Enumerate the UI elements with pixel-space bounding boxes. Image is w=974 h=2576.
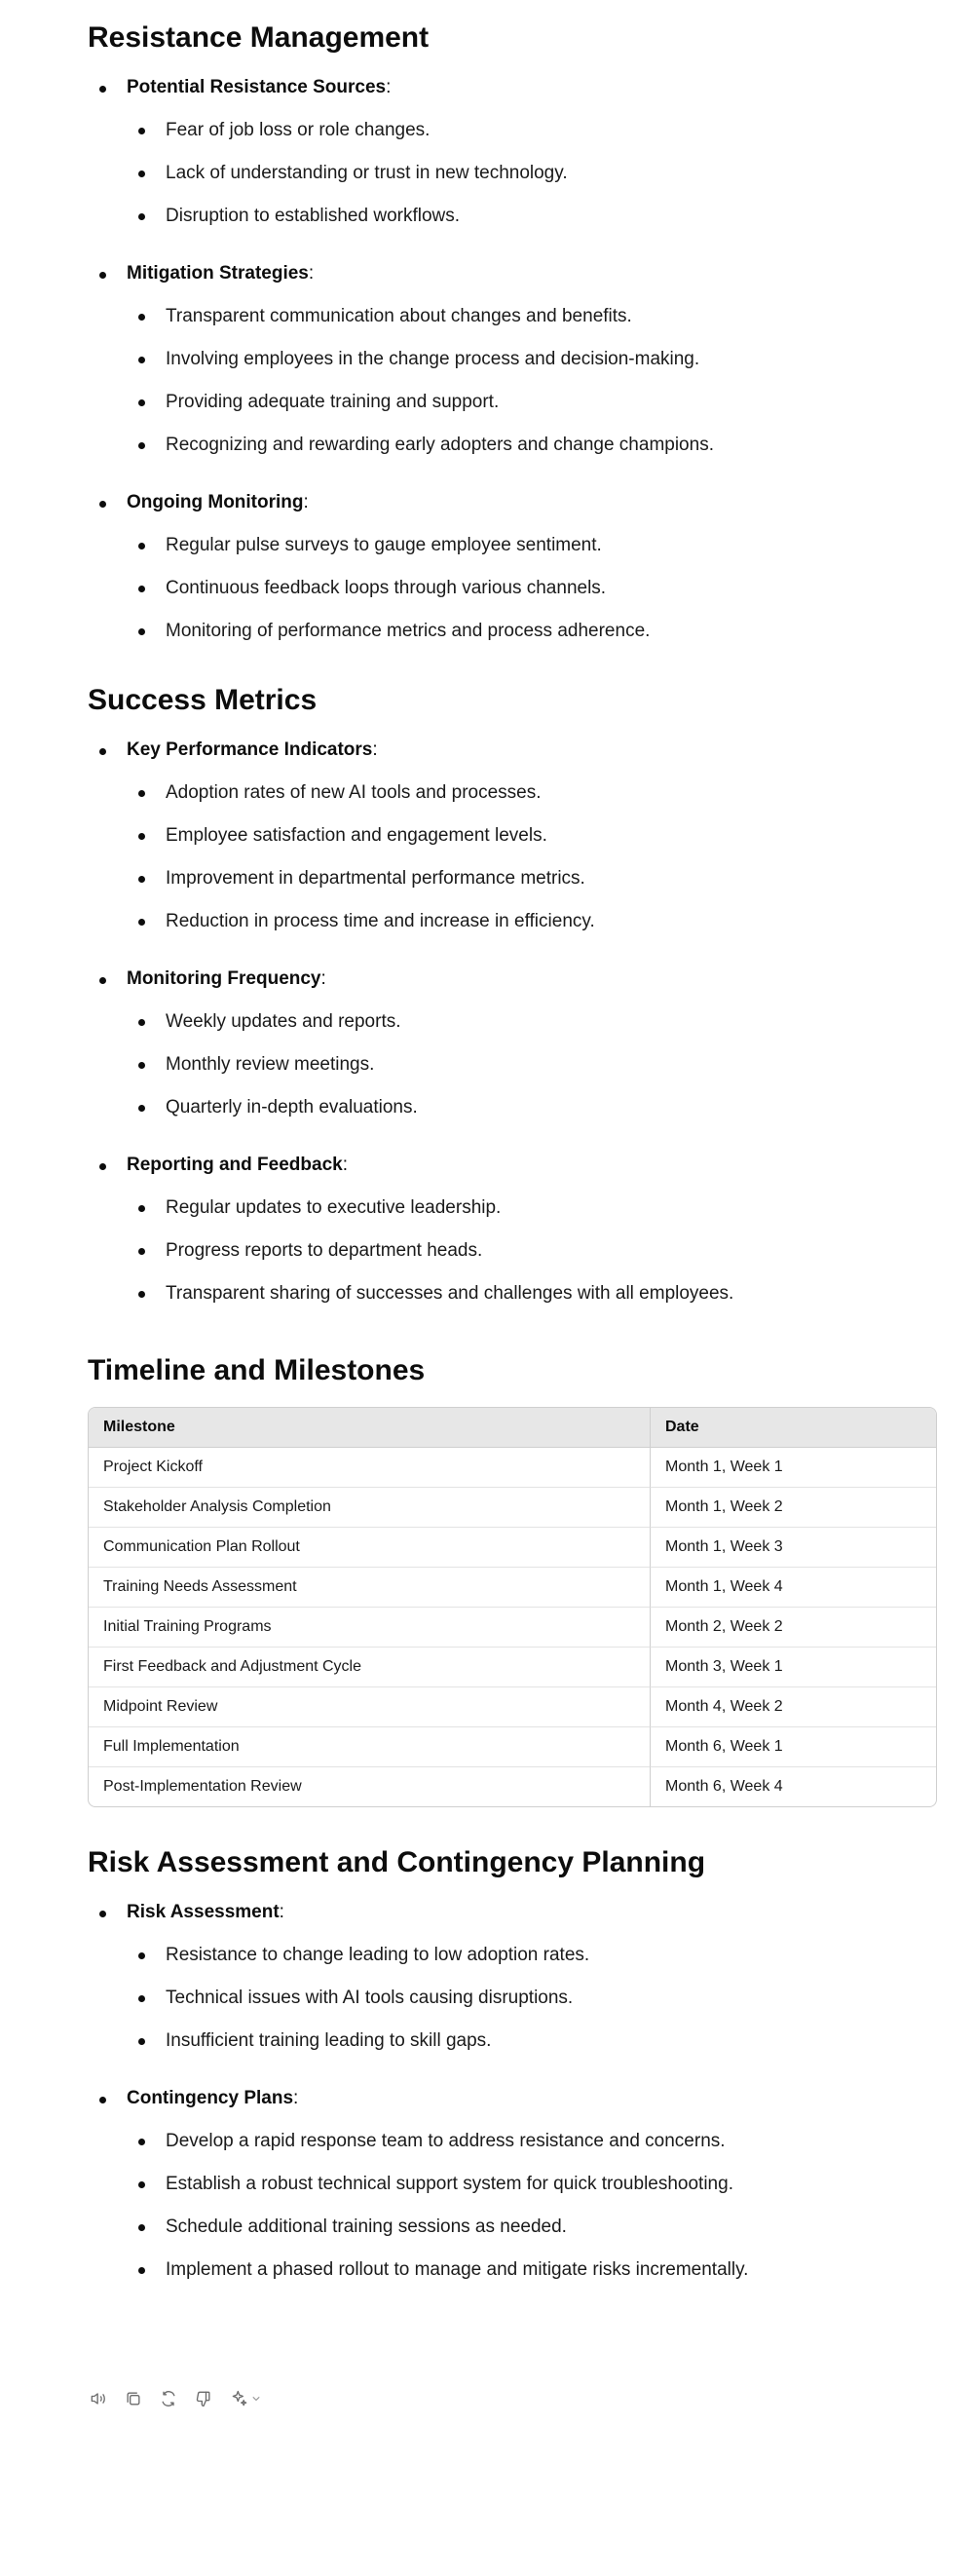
group-item: Risk Assessment: Resistance to change leading to low adoption rates. Technical issues with AI tools causing disruptions. Insufficient training leading to skill gaps. xyxy=(88,1891,935,2063)
list-item: Lack of understanding or trust in new technology. xyxy=(127,152,935,195)
group-sublist xyxy=(127,772,935,943)
group-item: Contingency Plans: Develop a rapid response team to address resistance and concerns. Establish a robust technical support system for quick troubleshooting. Schedule additional training sessions as needed. Implement a phased rollout to manage and mitigate risks incrementally. xyxy=(88,2077,935,2292)
milestone-cell: Communication Plan Rollout xyxy=(89,1528,651,1568)
group-item: Reporting and Feedback: Regular updates to executive leadership. Progress reports to department heads. Transparent sharing of successes and challenges with all employees. xyxy=(88,1144,935,1315)
list-item: Schedule additional training sessions as needed. xyxy=(127,2206,935,2249)
milestone-cell: Post-Implementation Review xyxy=(89,1767,651,1806)
thumbs-down-icon xyxy=(194,2389,213,2408)
group-item: Mitigation Strategies: Transparent communication about changes and benefits. Involving employees in the change process and decision-making. Providing adequate training and support. Recognizing and rewarding early adopters and change champions. xyxy=(88,252,935,467)
date-cell: Month 2, Week 2 xyxy=(651,1608,936,1648)
milestone-cell: Midpoint Review xyxy=(89,1687,651,1727)
table-row xyxy=(89,1528,936,1568)
copy-icon xyxy=(124,2389,143,2408)
section-heading: Success Metrics xyxy=(88,684,318,716)
date-cell: Month 1, Week 2 xyxy=(651,1488,936,1528)
table-row xyxy=(89,1568,936,1608)
table-header-row xyxy=(89,1408,936,1448)
date-cell: Month 6, Week 1 xyxy=(651,1727,936,1767)
list-item: Reduction in process time and increase in efficiency. xyxy=(127,900,935,943)
table-row xyxy=(89,1448,936,1488)
list-item: Weekly updates and reports. xyxy=(127,1001,935,1043)
list-item: Technical issues with AI tools causing disruptions. xyxy=(127,1977,935,2020)
regenerate-icon xyxy=(159,2389,178,2408)
list-item: Implement a phased rollout to manage and mitigate risks incrementally. xyxy=(127,2249,935,2292)
group-item: Key Performance Indicators: Adoption rates of new AI tools and processes. Employee satisfaction and engagement levels. Improvement in departmental performance metrics. Reduction in process time and increase in efficiency. xyxy=(88,729,935,943)
list-item: Recognizing and rewarding early adopters and change champions. xyxy=(127,424,935,467)
list-item: Providing adequate training and support. xyxy=(127,381,935,424)
thumbs-down-button[interactable] xyxy=(189,2384,218,2413)
group-sublist xyxy=(127,524,935,653)
list-item: Involving employees in the change process and decision-making. xyxy=(127,338,935,381)
regenerate-button[interactable] xyxy=(154,2384,183,2413)
list-item: Regular updates to executive leadership. xyxy=(127,1187,935,1230)
list-item: Transparent sharing of successes and challenges with all employees. xyxy=(127,1272,935,1315)
list-item: Transparent communication about changes and benefits. xyxy=(127,295,935,338)
list-item: Insufficient training leading to skill gaps. xyxy=(127,2020,935,2063)
group-sublist xyxy=(127,2120,935,2292)
section-timeline xyxy=(88,1350,935,1807)
group-sublist xyxy=(127,295,935,467)
group-label: Mitigation Strategies xyxy=(127,263,309,284)
list-item: Employee satisfaction and engagement levels. xyxy=(127,814,935,857)
table-row xyxy=(89,1488,936,1528)
table-row xyxy=(89,1648,936,1687)
group-sublist xyxy=(127,1001,935,1129)
list-item: Fear of job loss or role changes. xyxy=(127,109,935,152)
group-label: Contingency Plans xyxy=(127,2088,294,2108)
group-label: Reporting and Feedback xyxy=(127,1155,343,1175)
metrics-groups xyxy=(88,729,935,1315)
section-heading: Timeline and Milestones xyxy=(88,1354,426,1386)
risk-groups xyxy=(88,1891,935,2292)
milestone-cell: Full Implementation xyxy=(89,1727,651,1767)
group-sublist xyxy=(127,1934,935,2063)
date-cell: Month 4, Week 2 xyxy=(651,1687,936,1727)
list-item: Develop a rapid response team to address resistance and concerns. xyxy=(127,2120,935,2163)
list-item: Establish a robust technical support system for quick troubleshooting. xyxy=(127,2163,935,2206)
section-heading: Resistance Management xyxy=(88,21,430,54)
date-cell: Month 6, Week 4 xyxy=(665,1778,783,1795)
list-item: Disruption to established workflows. xyxy=(127,195,935,238)
model-switch-icon xyxy=(230,2389,249,2408)
milestone-table xyxy=(88,1407,937,1807)
copy-button[interactable] xyxy=(119,2384,148,2413)
column-header-date: Date xyxy=(651,1408,936,1448)
table-row xyxy=(89,1608,936,1648)
date-cell: Month 3, Week 1 xyxy=(651,1648,936,1687)
group-label: Ongoing Monitoring xyxy=(127,492,304,512)
list-item: Progress reports to department heads. xyxy=(127,1230,935,1272)
date-cell: Month 1, Week 4 xyxy=(651,1568,936,1608)
column-header-milestone: Milestone xyxy=(89,1408,651,1448)
read-aloud-icon xyxy=(89,2389,108,2408)
list-item: Regular pulse surveys to gauge employee sentiment. xyxy=(127,524,935,567)
model-switch-button[interactable] xyxy=(224,2384,267,2413)
milestone-cell: Initial Training Programs xyxy=(89,1608,651,1648)
read-aloud-button[interactable] xyxy=(84,2384,113,2413)
group-item: Ongoing Monitoring: Regular pulse surveys to gauge employee sentiment. Continuous feedback loops through various channels. Monitoring of performance metrics and process adherence. xyxy=(88,481,935,653)
group-item: Potential Resistance Sources: Fear of job loss or role changes. Lack of understanding or trust in new technology. Disruption to established workflows. xyxy=(88,66,935,238)
table-row xyxy=(89,1727,936,1767)
milestone-cell: Stakeholder Analysis Completion xyxy=(89,1488,651,1528)
group-item: Monitoring Frequency: Weekly updates and reports. Monthly review meetings. Quarterly in-depth evaluations. xyxy=(88,958,935,1129)
list-item: Monitoring of performance metrics and process adherence. xyxy=(127,610,935,653)
section-resistance-management xyxy=(88,18,935,653)
milestone-cell: Training Needs Assessment xyxy=(89,1568,651,1608)
table-row xyxy=(89,1767,936,1806)
list-item: Improvement in departmental performance metrics. xyxy=(127,857,935,900)
group-sublist xyxy=(127,1187,935,1315)
list-item: Continuous feedback loops through various channels. xyxy=(127,567,935,610)
list-item: Quarterly in-depth evaluations. xyxy=(127,1086,935,1129)
list-item: Resistance to change leading to low adoption rates. xyxy=(127,1934,935,1977)
group-sublist xyxy=(127,109,935,238)
group-label: Risk Assessment xyxy=(127,1902,280,1922)
milestone-cell: Project Kickoff xyxy=(89,1448,651,1488)
milestone-cell: First Feedback and Adjustment Cycle xyxy=(89,1648,651,1687)
resistance-groups xyxy=(88,66,935,653)
list-item: Monthly review meetings. xyxy=(127,1043,935,1086)
section-success-metrics xyxy=(88,680,935,1315)
section-risk-assessment xyxy=(88,1842,935,2292)
message-action-toolbar xyxy=(84,2384,267,2413)
table-row xyxy=(89,1687,936,1727)
chevron-down-icon xyxy=(250,2393,262,2405)
group-label: Monitoring Frequency xyxy=(127,968,321,989)
message-content xyxy=(88,18,935,2292)
group-label: Key Performance Indicators xyxy=(127,739,373,760)
list-item: Adoption rates of new AI tools and processes. xyxy=(127,772,935,814)
date-cell: Month 1, Week 1 xyxy=(651,1448,936,1488)
group-label: Potential Resistance Sources xyxy=(127,77,387,97)
date-cell: Month 1, Week 3 xyxy=(651,1528,936,1568)
section-heading: Risk Assessment and Contingency Planning xyxy=(88,1846,706,1878)
